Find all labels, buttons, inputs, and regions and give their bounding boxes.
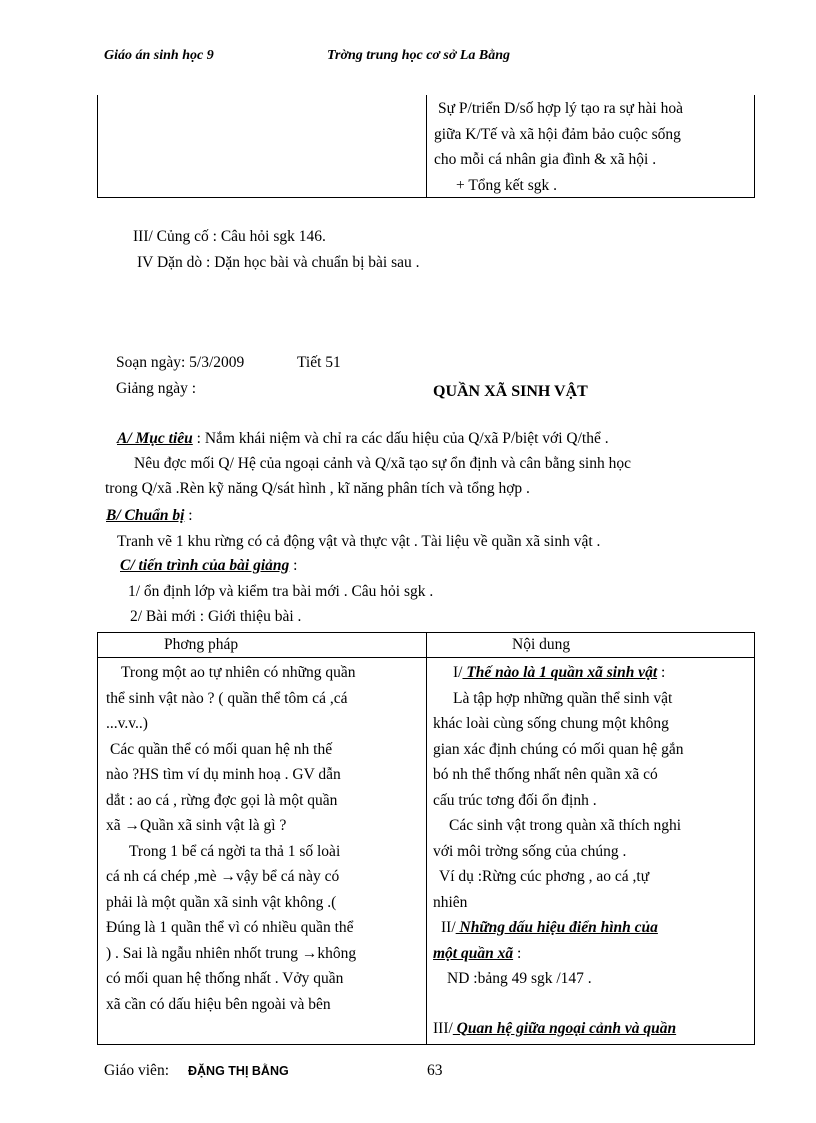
right-line: Ví dụ :Rừng cúc phơng , ao cá ,tự [439, 868, 650, 885]
footer-teacher-name: ĐẶNG THỊ BẰNG [188, 1064, 289, 1078]
section2-heading-line: II/ Những dấu hiệu điển hình của [441, 919, 658, 936]
preparation-line1: Tranh vẽ 1 khu rừng có cả động vật và thực vật . Tài liệu về quần xã sinh vật . [117, 533, 601, 550]
process-step2: 2/ Bài mới : Giới thiệu bài . [130, 608, 302, 625]
left-line: phải là một quần xã sinh vật không .( [106, 893, 337, 911]
right-line: khác loài cùng sống chung một không [433, 715, 669, 732]
right-line: gian xác định chúng có mối quan hệ gắn [433, 740, 684, 758]
giang-ngay: Giảng ngày : [116, 380, 197, 397]
left-line: cá nh cá chép ,mè →vậy bể cá này có [106, 868, 340, 885]
top-table-line: + Tổng kết sgk . [456, 176, 558, 194]
process-step1: 1/ ổn định lớp và kiểm tra bài mới . Câu hỏi sgk . [128, 583, 434, 600]
section1-heading: Thế nào là 1 quần xã sinh vật [462, 664, 658, 681]
objectives-line3: trong Q/xã .Rèn kỹ năng Q/sát hình , kĩ năng phân tích và tổng hợp . [105, 480, 530, 497]
left-line: ) . Sai là ngẫu nhiên nhốt trung →không [106, 944, 357, 962]
objectives-heading: A/ Mục tiêu [117, 430, 193, 447]
left-line: Các quần thể có mối quan hệ nh thế [110, 740, 333, 758]
preparation-heading: B/ Chuẩn bị [106, 507, 185, 524]
left-column [106, 660, 356, 1017]
left-line: Trong 1 bể cá ngời ta thả 1 số loài [129, 842, 341, 860]
process-heading: C/ tiến trình của bài giảng [120, 557, 290, 574]
left-line: nào ?HS tìm ví dụ minh hoạ . GV dẫn [106, 766, 341, 783]
section3-heading: Quan hệ giữa ngoại cảnh và quần [452, 1019, 677, 1037]
left-line: dắt : ao cá , rừng đợc gọi là một quần [106, 791, 338, 809]
col-header-right: Nội dung [512, 636, 571, 653]
left-line: ...v.v..) [106, 715, 148, 732]
header-right: Trờng trung học cơ sở La Bằng [327, 48, 511, 63]
left-line: thể sinh vật nào ? ( quần thể tôm cá ,cá [106, 689, 348, 707]
right-line: Là tập hợp những quần thể sinh vật [453, 689, 673, 707]
section2-heading: Những dấu hiệu điển hình của [455, 919, 658, 936]
tiet: Tiết 51 [297, 354, 341, 371]
header-left: Giáo án sinh học 9 [104, 48, 214, 63]
section1-heading-line: I/ Thế nào là 1 quần xã sinh vật : [453, 664, 666, 681]
objectives-line2: Nêu đợc mối Q/ Hệ của ngoại cảnh và Q/xã tạo sự ổn định và cân bằng sinh học [134, 455, 631, 472]
top-table-line: giữa K/Tế và xã hội đảm bảo cuộc sống [434, 125, 681, 143]
process-heading-line: C/ tiến trình của bài giảng : [120, 557, 298, 574]
left-line: xã →Quần xã sinh vật là gì ? [106, 817, 287, 834]
top-table-line: Sự P/triển D/số hợp lý tạo ra sự hài hoà [438, 100, 683, 117]
section2-heading-line2: một quần xã : [433, 944, 522, 962]
footer-page-number: 63 [427, 1062, 443, 1079]
soan-ngay: Soạn ngày: 5/3/2009 [116, 354, 245, 371]
footer-teacher-label: Giáo viên: [104, 1062, 169, 1079]
left-line: xã cần có dấu hiệu bên ngoài và bên [106, 995, 331, 1013]
right-line: nhiên [433, 893, 468, 911]
right-line: cấu trúc tơng đối ổn định . [433, 791, 597, 809]
right-column [433, 660, 684, 1041]
top-table-line: cho mỗi cá nhân gia đình & xã hội . [434, 151, 657, 168]
right-line: với môi trờng sống của chúng . [433, 842, 627, 860]
review-cung-co: III/ Củng cố : Câu hỏi sgk 146. [133, 228, 326, 245]
objectives-line1: A/ Mục tiêu : Nắm khái niệm và chỉ ra các dấu hiệu của Q/xã P/biệt với Q/thể . [117, 430, 609, 447]
left-line: Đúng là 1 quần thể vì có nhiều quần thể [106, 919, 354, 936]
review-dan-do: IV Dặn dò : Dặn học bài và chuẩn bị bài sau . [137, 254, 420, 271]
preparation-heading-line: B/ Chuẩn bị : [106, 507, 193, 524]
left-line: có mối quan hệ thống nhất . Vởy quần [106, 970, 344, 987]
section3-heading-line: III/ Quan hệ giữa ngoại cảnh và quần [433, 1019, 677, 1037]
right-line: bó nh thể thống nhất nên quần xã có [433, 766, 658, 783]
col-header-left: Phơng pháp [164, 636, 239, 653]
right-line: Các sinh vật trong quàn xã thích nghi [449, 817, 682, 834]
section2-nd: ND :bảng 49 sgk /147 . [447, 970, 592, 987]
lesson-title: QUẦN XÃ SINH VẬT [433, 383, 588, 400]
left-line: Trong một ao tự nhiên có những quần [121, 664, 356, 681]
